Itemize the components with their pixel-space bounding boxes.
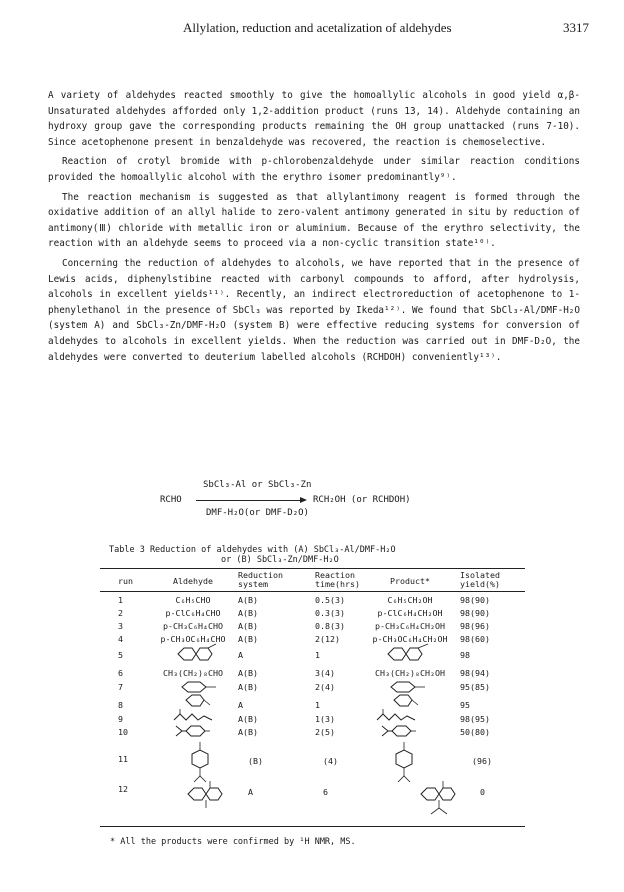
cell-run: 11 bbox=[118, 754, 128, 764]
cell-time: 0.5(3) bbox=[315, 595, 345, 605]
cell-run: 6 bbox=[118, 668, 123, 678]
scheme-product: RCH₂OH (or RCHDOH) bbox=[313, 495, 411, 505]
cell-yield: 98(90) bbox=[460, 608, 490, 618]
table-caption bbox=[109, 545, 396, 565]
scheme-arrow bbox=[196, 500, 302, 501]
cell-system: A(B) bbox=[238, 668, 258, 678]
cell-yield: 98(95) bbox=[460, 714, 490, 724]
cell-system: A(B) bbox=[238, 621, 258, 631]
header-yield-1: Isolated bbox=[460, 570, 500, 580]
scheme-reagent: SbCl₃-Al or SbCl₃-Zn bbox=[203, 480, 312, 490]
structure-run5-product bbox=[380, 642, 450, 666]
cell-time: 6 bbox=[323, 787, 328, 797]
cell-product: p-CH₃OC₆H₄CH₂OH bbox=[372, 634, 448, 644]
cell-run: 1 bbox=[118, 595, 123, 605]
header-yield-2: yield(%) bbox=[460, 579, 500, 589]
paragraph-2: Reaction of crotyl bromide with p-chlorobenzaldehyde under similar reaction conditions provided the homoallylic alcohol with the erythro isomer predominantly⁹⁾. bbox=[48, 156, 580, 183]
structure-run5-aldehyde bbox=[170, 642, 230, 666]
caption-line-1: Table 3 Reduction of aldehydes with (A) SbCl₃-Al/DMF-H₂O bbox=[109, 545, 396, 555]
cell-aldehyde: C₆H₅CHO bbox=[175, 595, 211, 605]
cell-system: A bbox=[238, 650, 243, 660]
page-header bbox=[0, 20, 624, 36]
cell-system: A(B) bbox=[238, 682, 258, 692]
cell-yield: 0 bbox=[480, 787, 485, 797]
header-time-2: time(hrs) bbox=[315, 579, 360, 589]
scheme-arrow-head bbox=[300, 497, 307, 503]
cell-yield: 95 bbox=[460, 700, 470, 710]
cell-system: A bbox=[248, 787, 253, 797]
header-product: Product* bbox=[390, 576, 430, 586]
page-number: 3317 bbox=[563, 20, 589, 35]
cell-yield: 98(96) bbox=[460, 621, 490, 631]
caption-line-2: or (B) SbCl₃-Zn/DMF-H₂O bbox=[221, 555, 339, 565]
cell-run: 4 bbox=[118, 634, 123, 644]
running-title: Allylation, reduction and acetalization of aldehydes bbox=[183, 20, 452, 35]
structure-run10-aldehyde bbox=[174, 722, 234, 740]
table-header-rule bbox=[100, 591, 525, 592]
cell-time: 0.3(3) bbox=[315, 608, 345, 618]
table-footnote: * All the products were confirmed by ¹H NMR, MS. bbox=[110, 837, 356, 847]
cell-system: A(B) bbox=[238, 595, 258, 605]
header-run: run bbox=[118, 576, 133, 586]
cell-product: p-CH₃C₆H₄CH₂OH bbox=[375, 621, 445, 631]
cell-product: C₆H₅CH₂OH bbox=[387, 595, 433, 605]
cell-run: 9 bbox=[118, 714, 123, 724]
cell-system: (B) bbox=[248, 756, 263, 766]
cell-system: A bbox=[238, 700, 243, 710]
header-system-1: Reduction bbox=[238, 570, 283, 580]
body-text bbox=[48, 88, 580, 369]
paragraph-3: The reaction mechanism is suggested as that allylantimony reagent is formed through the oxidative addition of an allyl halide to zero-valent antimony generated in situ by reduction of antimony(Ⅲ) chloride with metallic iron or aluminium. Because of the erythro selectivity, the reaction with an aldehyde seems to proceed via a non-cyclic transition state¹⁰⁾. bbox=[48, 191, 580, 250]
cell-time: 1 bbox=[315, 650, 320, 660]
cell-yield: 98 bbox=[460, 650, 470, 660]
cell-aldehyde: CH₃(CH₂)₈CHO bbox=[163, 668, 223, 678]
header-aldehyde: Aldehyde bbox=[173, 576, 213, 586]
cell-run: 2 bbox=[118, 608, 123, 618]
table-top-rule bbox=[100, 568, 525, 569]
cell-yield: 98(60) bbox=[460, 634, 490, 644]
cell-time: 1 bbox=[315, 700, 320, 710]
cell-run: 3 bbox=[118, 621, 123, 631]
cell-run: 5 bbox=[118, 650, 123, 660]
cell-aldehyde: p-CH₃OC₆H₄CHO bbox=[160, 634, 226, 644]
cell-run: 10 bbox=[118, 727, 128, 737]
cell-yield: 98(94) bbox=[460, 668, 490, 678]
structure-run10-product bbox=[380, 722, 440, 740]
header-system-2: system bbox=[238, 579, 268, 589]
cell-time: (4) bbox=[323, 756, 338, 766]
cell-run: 7 bbox=[118, 682, 123, 692]
cell-time: 2(12) bbox=[315, 634, 340, 644]
cell-system: A(B) bbox=[238, 714, 258, 724]
cell-aldehyde: p-ClC₆H₄CHO bbox=[165, 608, 221, 618]
cell-aldehyde: p-CH₃C₆H₄CHO bbox=[163, 621, 223, 631]
cell-time: 2(4) bbox=[315, 682, 335, 692]
cell-time: 3(4) bbox=[315, 668, 335, 678]
scheme-reactant: RCHO bbox=[160, 495, 182, 505]
cell-product: CH₃(CH₂)₈CH₂OH bbox=[375, 668, 445, 678]
cell-yield: (96) bbox=[472, 756, 492, 766]
structure-run12-product bbox=[415, 778, 465, 818]
cell-time: 1(3) bbox=[315, 714, 335, 724]
table-bottom-rule bbox=[100, 826, 525, 827]
cell-product: p-ClC₆H₄CH₂OH bbox=[377, 608, 443, 618]
cell-system: A(B) bbox=[238, 727, 258, 737]
cell-run: 8 bbox=[118, 700, 123, 710]
cell-run: 12 bbox=[118, 784, 128, 794]
scheme-conditions: DMF-H₂O(or DMF-D₂O) bbox=[206, 508, 309, 518]
paragraph-1: A variety of aldehydes reacted smoothly to give the homoallylic alcohols in good yield α,β-Unsaturated aldehydes afforded only 1,2-addition product (runs 13, 14). Aldehyde containing an hydroxy group gave the corresponding products remaining the OH group unattacked (runs 7-10). Since acetophenone present in benzaldehyde was recovered, the reaction is chemoselective. bbox=[48, 90, 580, 148]
cell-system: A(B) bbox=[238, 634, 258, 644]
paragraph-4: Concerning the reduction of aldehydes to alcohols, we have reported that in the presence of Lewis acids, diphenylstibine reacted with carbonyl compounds to afford, after hydrolysis, alcohols in excellent yields¹¹⁾. Recently, an indirect electroreduction of acetophenone to 1-phenylethanol in the presence of SbCl₃ was reported by Ikeda¹²⁾. We found that SbCl₃-Al/DMF-H₂O (system A) and SbCl₃-Zn/DMF-H₂O (system B) were effective reducing systems for conversion of aldehydes to alcohols in excellent yields. When the reduction was carried out in DMF-D₂O, the aldehydes were converted to deuterium labelled alcohols (RCHDOH) conveniently¹³⁾. bbox=[48, 257, 580, 363]
structure-run12-aldehyde bbox=[182, 778, 232, 814]
cell-yield: 95(85) bbox=[460, 682, 490, 692]
header-time-1: Reaction bbox=[315, 570, 355, 580]
cell-time: 0.8(3) bbox=[315, 621, 345, 631]
cell-yield: 50(80) bbox=[460, 727, 490, 737]
cell-yield: 98(90) bbox=[460, 595, 490, 605]
cell-system: A(B) bbox=[238, 608, 258, 618]
cell-time: 2(5) bbox=[315, 727, 335, 737]
